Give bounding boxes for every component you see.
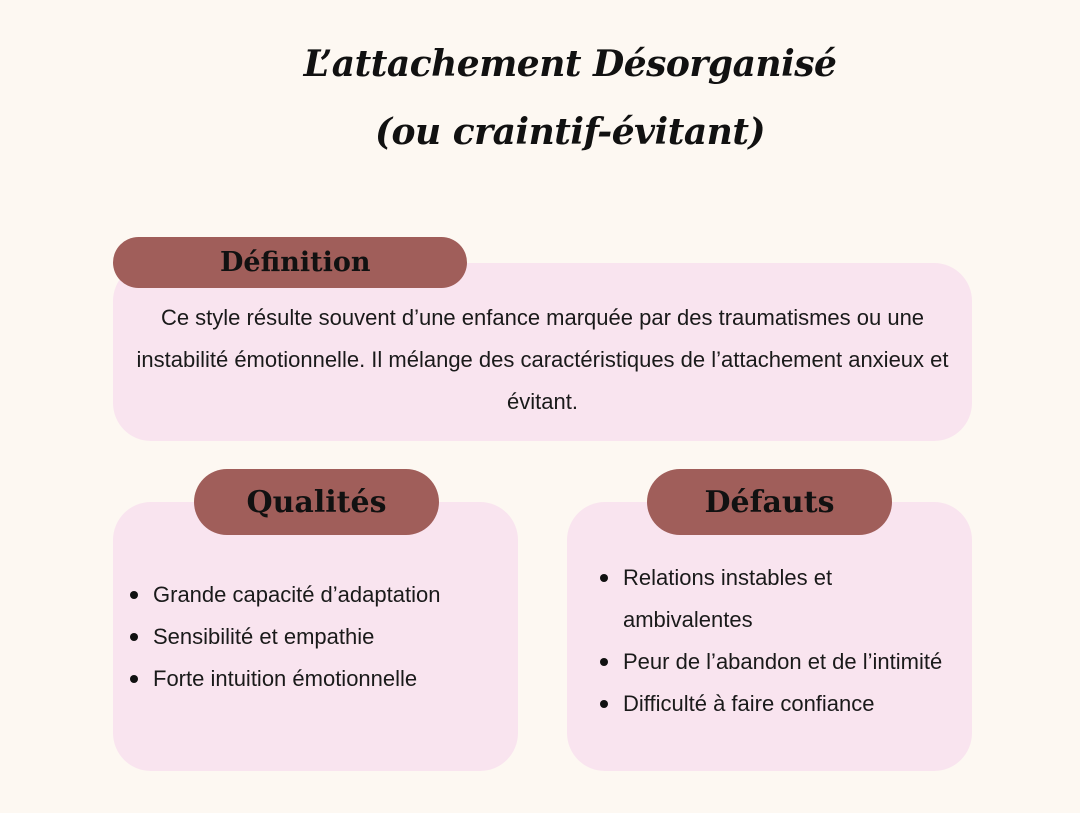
definition-heading: Définition: [113, 237, 467, 288]
page-title: [0, 30, 1080, 166]
list-item: Peur de l’abandon et de l’intimité: [583, 641, 953, 683]
defauts-list: [583, 557, 953, 725]
title-line-1: L’attachement Désorganisé: [303, 43, 837, 85]
list-item: Sensibilité et empathie: [113, 616, 518, 658]
qualites-heading: Qualités: [194, 469, 439, 535]
list-item: Grande capacité d’adaptation: [113, 574, 518, 616]
list-item: Relations instables et ambivalentes: [583, 557, 953, 641]
defauts-heading: Défauts: [647, 469, 892, 535]
list-item: Forte intuition émotionnelle: [113, 658, 518, 700]
qualites-list: [113, 574, 518, 700]
definition-text: Ce style résulte souvent d’une enfance marquée par des traumatismes ou une instabilité émotionnelle. Il mélange des caractéristiques de l’attachement anxieux et évitant.: [136, 305, 949, 414]
list-item: Difficulté à faire confiance: [583, 683, 953, 725]
title-line-2: (ou craintif-évitant): [374, 111, 766, 153]
